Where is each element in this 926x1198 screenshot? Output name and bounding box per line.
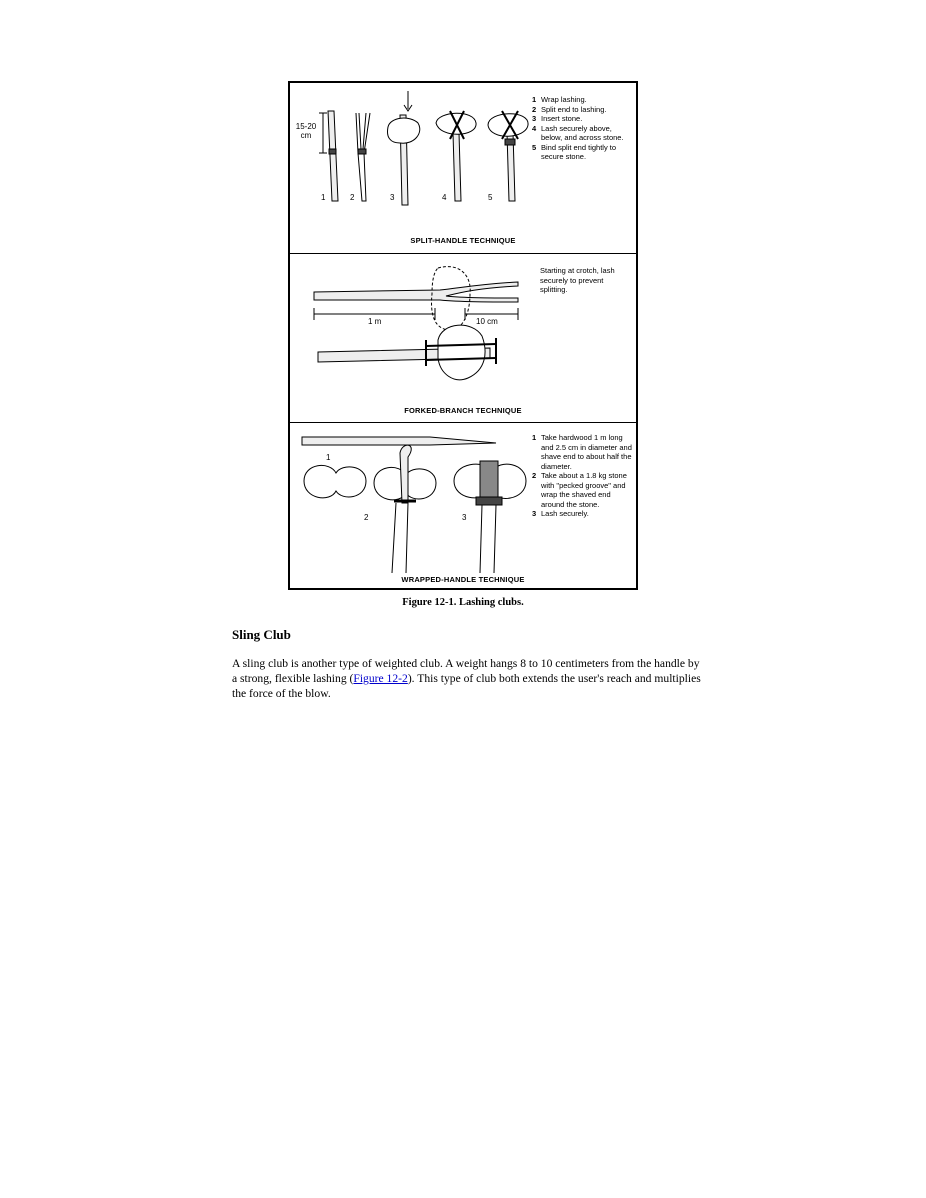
panel-title: FORKED-BRANCH TECHNIQUE bbox=[404, 406, 522, 415]
wrapped-handle-illustration bbox=[290, 423, 530, 573]
item-number: 3 bbox=[390, 193, 395, 202]
figure-link[interactable]: Figure 12-2 bbox=[353, 672, 408, 685]
step-item: 2 Take about a 1.8 kg stone with "pecked groove" and wrap the shaved end around the stone. bbox=[532, 471, 627, 509]
forked-branch-note: Starting at crotch, lash securely to prevent splitting. bbox=[540, 266, 615, 294]
item-number: 1 bbox=[321, 193, 326, 202]
forked-branch-illustration bbox=[290, 254, 530, 404]
step-item: 5 Bind split end tightly to secure stone. bbox=[532, 142, 617, 161]
length-label: 1 m bbox=[368, 317, 382, 326]
item-number: 1 bbox=[326, 453, 331, 462]
step-item: 1 Wrap lashing. bbox=[532, 95, 587, 104]
step-item: 1 Take hardwood 1 m long and 2.5 cm in diameter and shave end to about half the diameter. bbox=[532, 433, 632, 471]
figure-lashing-clubs bbox=[288, 81, 638, 590]
forked-branch-panel bbox=[290, 254, 636, 423]
paragraph-text: A sling club is another type of weighted club. A weight hangs 8 to 10 centimeters from the handle by a strong, flexible lashing ( bbox=[232, 657, 700, 685]
split-handle-illustration bbox=[290, 83, 530, 233]
item-number: 2 bbox=[364, 513, 369, 522]
section-heading: Sling Club bbox=[232, 627, 291, 642]
step-item: 3 Insert stone. bbox=[532, 114, 583, 123]
step-item: 3 Lash securely. bbox=[532, 509, 589, 518]
item-number: 3 bbox=[462, 513, 467, 522]
body-paragraph bbox=[232, 656, 702, 701]
figure-caption: Figure 12-1. Lashing clubs. bbox=[402, 597, 524, 608]
step-item: 2 Split end to lashing. bbox=[532, 104, 607, 114]
item-number: 2 bbox=[350, 193, 355, 202]
dimension-label: 15-20 cm bbox=[295, 122, 317, 140]
panel-title: WRAPPED-HANDLE TECHNIQUE bbox=[401, 575, 525, 584]
split-handle-steps bbox=[532, 95, 632, 162]
wrapped-handle-steps bbox=[532, 433, 632, 519]
fork-length-label: 10 cm bbox=[476, 317, 498, 326]
paragraph-text: ). This type of club both extends the user's reach and multiplies the force of the blow. bbox=[232, 672, 701, 700]
split-handle-panel bbox=[290, 83, 636, 254]
wrapped-handle-panel bbox=[290, 423, 636, 588]
step-item: 4 Lash securely above, below, and across stone. bbox=[532, 123, 624, 142]
item-number: 4 bbox=[442, 193, 447, 202]
panel-title: SPLIT-HANDLE TECHNIQUE bbox=[410, 236, 516, 245]
item-number: 5 bbox=[488, 193, 493, 202]
